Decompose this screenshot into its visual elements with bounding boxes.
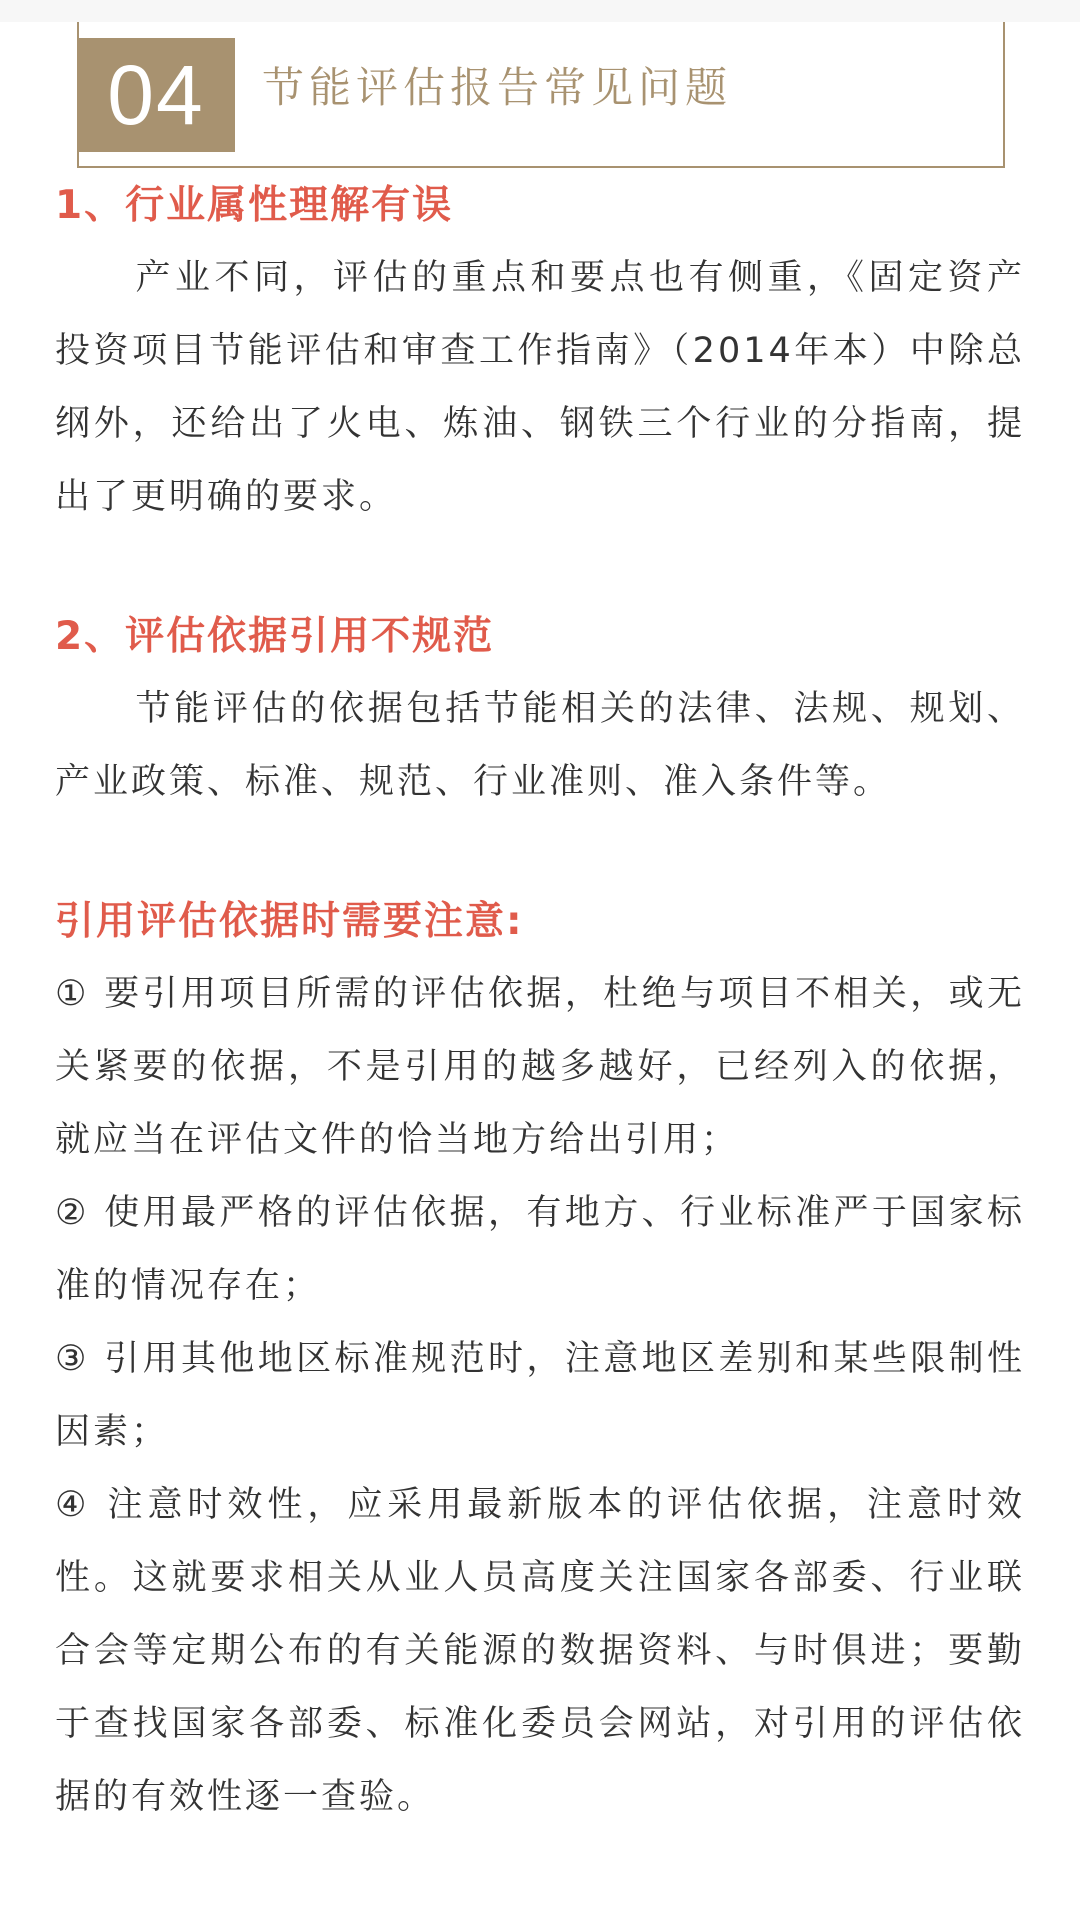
spacer <box>55 819 1025 892</box>
note-item-2: ② 使用最严格的评估依据，有地方、行业标准严于国家标准的情况存在； <box>55 1193 1025 1306</box>
section2-heading: 2、评估依据引用不规范 <box>55 614 495 659</box>
section3-heading: 引用评估依据时需要注意: <box>55 899 524 944</box>
section1-paragraph: 产业不同，评估的重点和要点也有侧重，《固定资产投资项目节能评估和审查工作指南》（2014年本）中除总纲外，还给出了火电、炼油、钢铁三个行业的分指南，提出了更明确的要求。 <box>55 258 1025 517</box>
section-number-badge: 04 <box>77 38 235 152</box>
section2-paragraph: 节能评估的依据包括节能相关的法律、法规、规划、产业政策、标准、规范、行业准则、准入条件等。 <box>55 689 1025 802</box>
note-item-1: ① 要引用项目所需的评估依据，杜绝与项目不相关，或无关紧要的依据，不是引用的越多越好，已经列入的依据，就应当在评估文件的恰当地方给出引用； <box>55 974 1025 1160</box>
spacer <box>55 534 1025 607</box>
article-body <box>55 176 1025 1834</box>
note-item-3: ③ 引用其他地区标准规范时，注意地区差别和某些限制性因素； <box>55 1339 1025 1452</box>
top-strip <box>0 0 1080 22</box>
note-item-4: ④ 注意时效性，应采用最新版本的评估依据，注意时效性。这就要求相关从业人员高度关注国家各部委、行业联合会等定期公布的有关能源的数据资料、与时俱进；要勤于查找国家各部委、标准化委员会网站，对引用的评估依据的有效性逐一查验。 <box>55 1485 1025 1817</box>
section1-heading: 1、行业属性理解有误 <box>55 183 454 228</box>
page-title: 节能评估报告常见问题 <box>262 63 733 112</box>
